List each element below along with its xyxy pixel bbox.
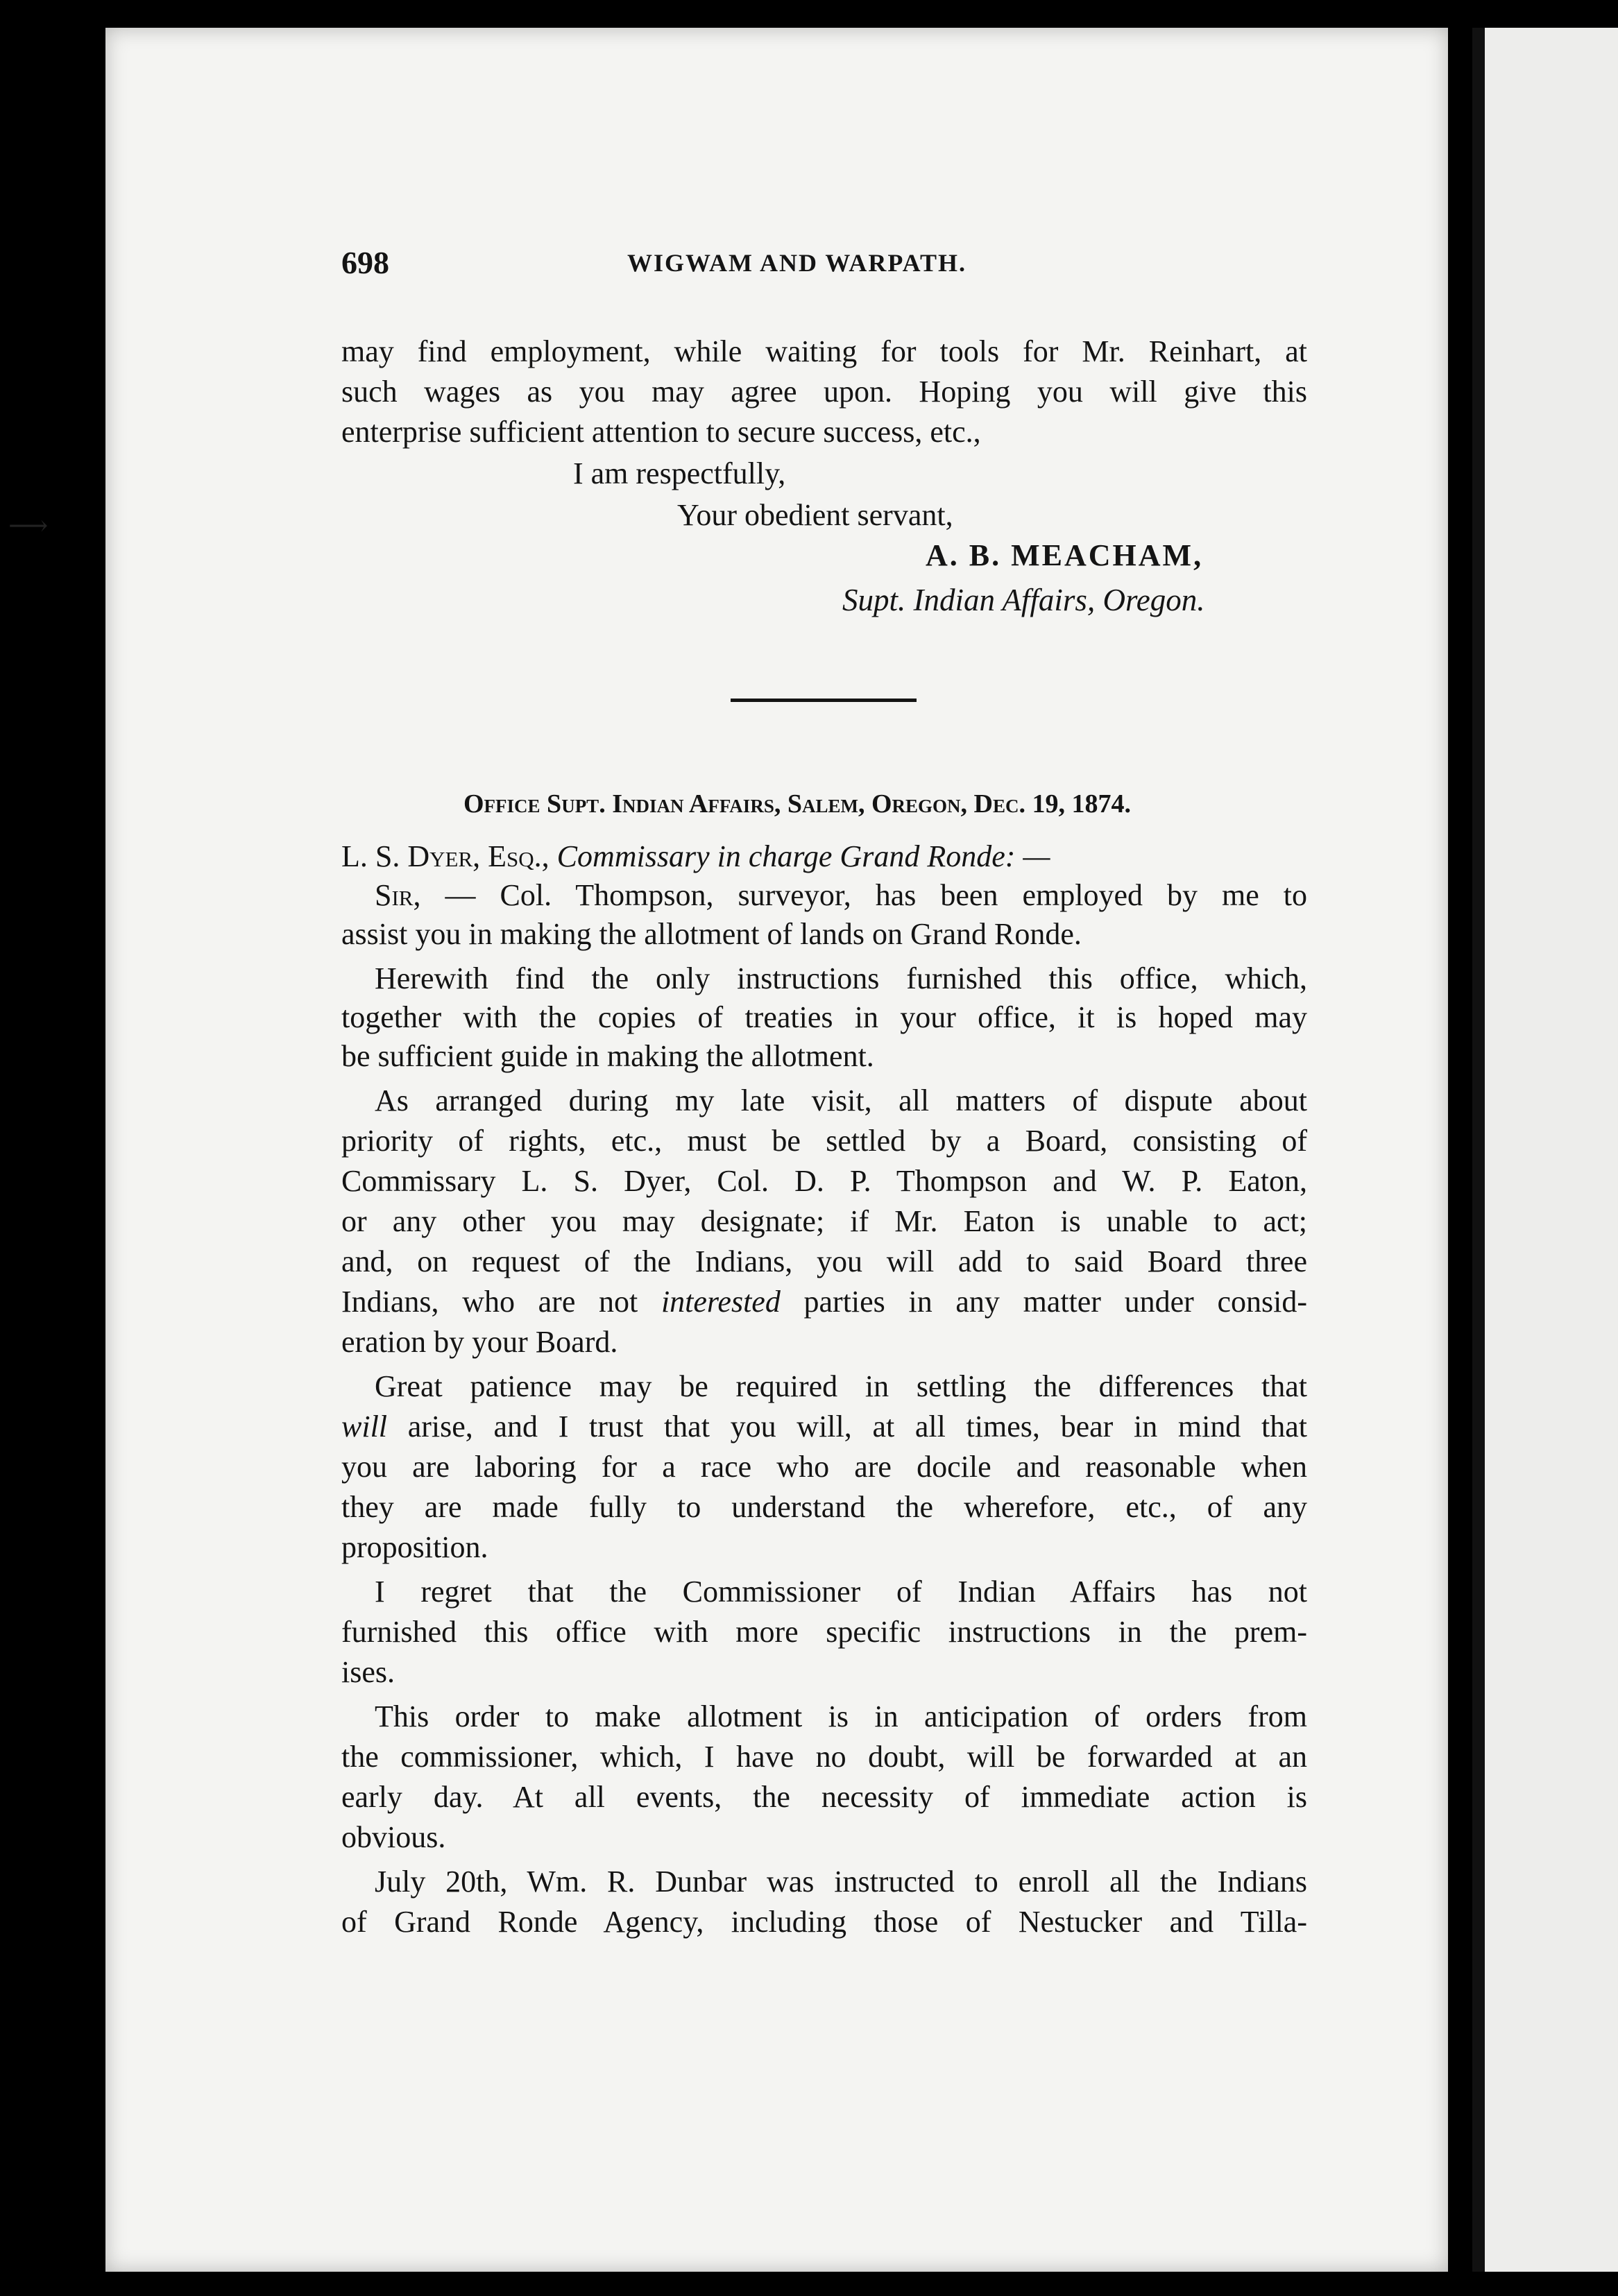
closing-servant: Your obedient servant, (677, 498, 953, 532)
page-gutter-shadow (1472, 28, 1485, 2272)
addressee-name: L. S. Dyer, Esq., (341, 839, 550, 873)
para6-line-2: the commissioner, which, I have no doubt, will be forwarded at an (341, 1740, 1307, 1774)
para3-line-5: and, on request of the Indians, you will add to said Board three (341, 1244, 1307, 1278)
margin-arrow-icon: ⟶ (8, 510, 49, 542)
para6-line-3: early day. At all events, the necessity of immediate action is (341, 1780, 1307, 1814)
letter-one-line-2: such wages as you may agree upon. Hoping you will give this (341, 375, 1307, 409)
para4-line-2-b: arise, and I trust that you will, at all times, bear in mind that (407, 1410, 1308, 1443)
dateline: Office Supt. Indian Affairs, Salem, Oregon, Dec. 19, 1874. (463, 789, 1131, 819)
para4-line-3: you are laboring for a race who are docile and reasonable when (341, 1450, 1307, 1484)
signature-meacham: A. B. MEACHAM, (926, 538, 1204, 572)
para5-line-1: I regret that the Commissioner of Indian Affairs has not (375, 1575, 1307, 1609)
para2-line-3: be sufficient guide in making the allotment. (341, 1039, 874, 1073)
emphasis-interested: interested (661, 1285, 781, 1319)
para1-text-1: Col. Thompson, surveyor, has been employed by me to (500, 878, 1307, 912)
para7-line-1: July 20th, Wm. R. Dunbar was instructed to enroll all the Indians (375, 1865, 1307, 1899)
running-title: WIGWAM AND WARPATH. (627, 249, 967, 277)
para4-line-4: they are made fully to understand the wherefore, etc., of any (341, 1490, 1307, 1524)
addressee-line (341, 837, 1307, 877)
section-divider (731, 699, 917, 702)
para6-line-1: This order to make allotment is in anticipation of orders from (375, 1699, 1307, 1733)
page-number: 698 (341, 245, 389, 280)
para3-line-6-b: parties in any matter under consid- (803, 1285, 1308, 1319)
para3-line-1: As arranged during my late visit, all matters of dispute about (375, 1083, 1307, 1117)
facing-page-edge (1485, 28, 1618, 2272)
para3-line-4: or any other you may designate; if Mr. Eaton is unable to act; (341, 1204, 1307, 1238)
signature-title: Supt. Indian Affairs, Oregon. (842, 583, 1205, 617)
letter-one-line-1: may find employment, while waiting for tools for Mr. Reinhart, at (341, 334, 1307, 368)
closing-respectfully: I am respectfully, (573, 456, 786, 490)
para1-line-1 (375, 875, 1307, 916)
para2-line-1: Herewith find the only instructions furnished this office, which, (375, 961, 1307, 995)
letter-one-line-3: enterprise sufficient attention to secure success, etc., (341, 415, 981, 449)
para4-line-1: Great patience may be required in settling the differences that (375, 1369, 1307, 1403)
para2-line-2: together with the copies of treaties in your office, it is hoped may (341, 1000, 1307, 1034)
para3-line-6-a: Indians, who are not (341, 1285, 638, 1319)
addressee-role: Commissary in charge Grand Ronde: — (556, 839, 1050, 873)
para5-line-2: furnished this office with more specific instructions in the prem- (341, 1615, 1307, 1649)
para3-line-6 (341, 1282, 1307, 1322)
para5-line-3: ises. (341, 1655, 395, 1689)
para4-line-5: proposition. (341, 1530, 488, 1564)
para7-line-2: of Grand Ronde Agency, including those of Nestucker and Tilla- (341, 1905, 1307, 1939)
para1-line-2: assist you in making the allotment of lands on Grand Ronde. (341, 917, 1082, 951)
para6-line-4: obvious. (341, 1820, 446, 1854)
para3-line-7: eration by your Board. (341, 1325, 618, 1359)
running-head (341, 244, 1307, 286)
para3-line-2: priority of rights, etc., must be settled by a Board, consisting of (341, 1124, 1307, 1158)
para4-line-2 (341, 1407, 1307, 1447)
para3-line-3: Commissary L. S. Dyer, Col. D. P. Thompson and W. P. Eaton, (341, 1164, 1307, 1198)
salutation: Sir, — (375, 878, 476, 912)
emphasis-will: will (341, 1410, 388, 1443)
